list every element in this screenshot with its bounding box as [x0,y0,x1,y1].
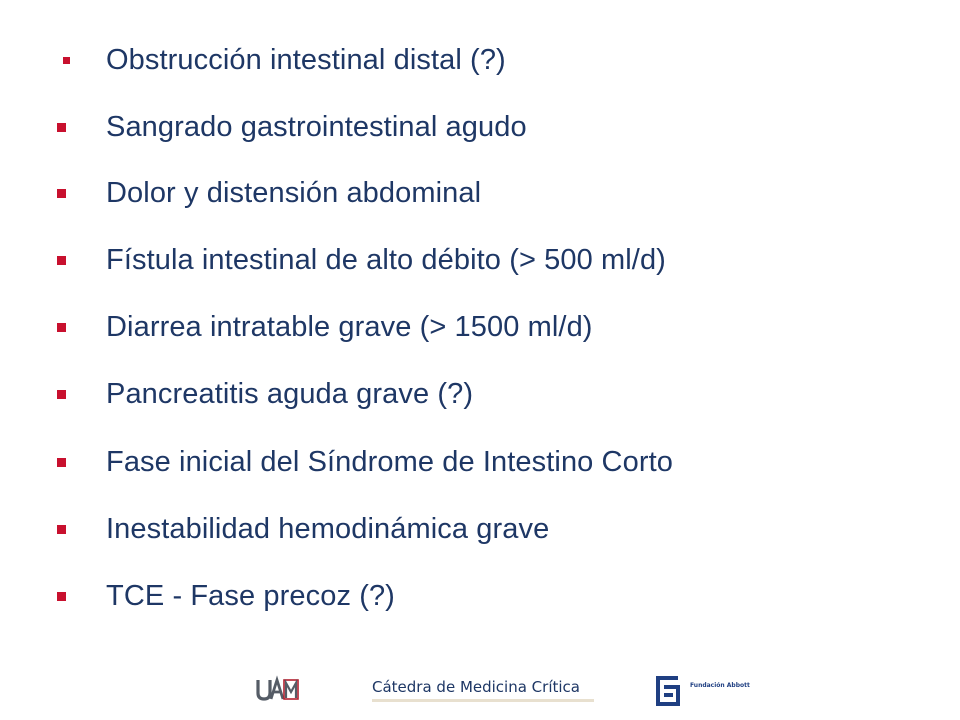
bullet-text: Fase inicial del Síndrome de Intestino Corto [106,446,673,478]
square-bullet-icon [57,525,66,534]
sponsor-name: Fundación Abbott [690,682,750,689]
bullet-item [0,107,940,147]
bullet-text: TCE - Fase precoz (?) [106,580,395,612]
bullet-item [0,40,940,80]
bullet-item [0,509,940,549]
fundacion-abbott-logo-icon [654,674,684,708]
bullet-item [0,442,940,482]
slide-footer [0,660,960,720]
bullet-item [0,240,940,280]
bullet-text: Fístula intestinal de alto débito (> 500 ml/d) [106,244,666,276]
bullet-item [0,173,940,213]
bullet-text: Pancreatitis aguda grave (?) [106,378,474,410]
bullet-text: Obstrucción intestinal distal (?) [106,44,506,76]
bullet-text: Inestabilidad hemodinámica grave [106,513,550,545]
square-bullet-icon [57,390,66,399]
square-bullet-icon [57,189,66,198]
bullet-item [0,374,940,414]
square-bullet-icon [57,592,66,601]
bullet-text: Diarrea intratable grave (> 1500 ml/d) [106,311,593,343]
bullet-item [0,307,940,347]
footer-underline [372,699,594,702]
uam-logo [255,674,301,704]
square-bullet-icon [63,57,70,64]
square-bullet-icon [57,323,66,332]
bullet-text: Dolor y distensión abdominal [106,177,482,209]
footer-title: Cátedra de Medicina Crítica [372,678,580,696]
square-bullet-icon [57,123,66,132]
bullet-text: Sangrado gastrointestinal agudo [106,111,527,143]
square-bullet-icon [57,458,66,467]
square-bullet-icon [57,256,66,265]
bullet-item [0,576,940,616]
